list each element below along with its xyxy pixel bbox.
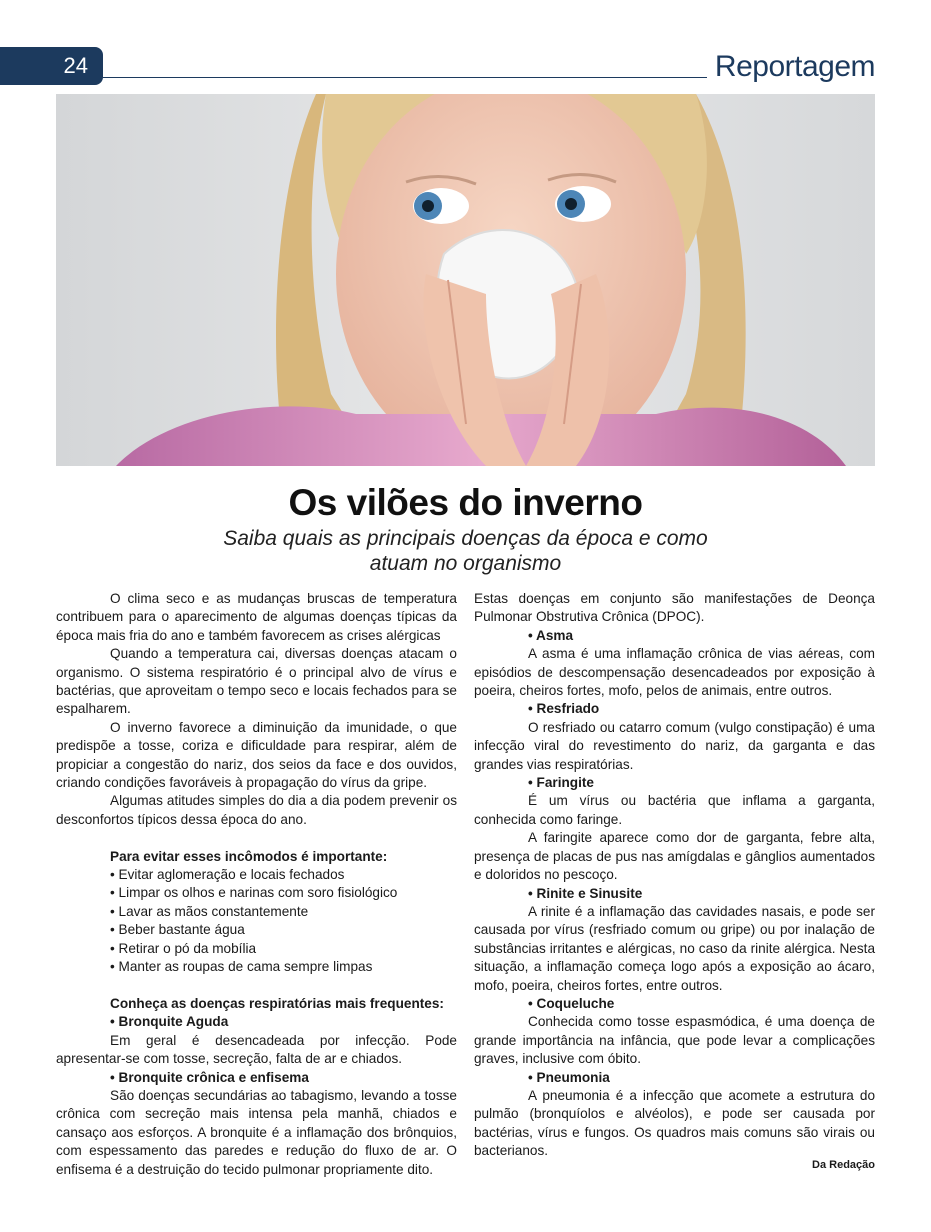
disease-title: • Bronquite Aguda bbox=[110, 1014, 229, 1030]
disease-description: É um vírus ou bactéria que inflama a garganta, conhecida como faringe. bbox=[474, 793, 875, 827]
article-title: Os vilões do inverno bbox=[288, 482, 643, 523]
tips-heading: Para evitar esses incômodos é importante: bbox=[110, 848, 388, 864]
paragraph: Estas doenças em conjunto são manifestações de Deonça Pulmonar Obstrutiva Crônica (DPOC). bbox=[474, 591, 875, 625]
disease-description: Em geral é desencadeada por infecção. Pode apresentar-se com tosse, secreção, falta de ar e chiados. bbox=[56, 1032, 457, 1067]
header-divider bbox=[103, 77, 707, 78]
disease-description: São doenças secundárias ao tabagismo, levando a tosse crônica com secreção mais intensa pela manhã, chiados e cansaço aos esforços. A bronquite é a inflamação dos brônquios, com espessamento das paredes e redução do fluxo de ar. O enfisema é a destruição do tecido pulmonar propriamente dito. bbox=[56, 1087, 457, 1177]
disease-description: O resfriado ou catarro comum (vulgo constipação) é uma infecção viral do revestimento do nariz, da garganta e das grandes vias respiratórias. bbox=[474, 719, 875, 772]
girl-blowing-nose-photo bbox=[56, 94, 875, 466]
disease-description: A faringite aparece como dor de garganta, febre alta, presença de placas de pus nas amígdalas e gânglios aumentados e doloridos no pescoço. bbox=[474, 830, 875, 883]
tip-item: • Evitar aglomeração e locais fechados bbox=[110, 867, 345, 883]
disease-title: • Bronquite crônica e enfisema bbox=[110, 1069, 309, 1085]
tip-item: • Limpar os olhos e narinas com soro fisiológico bbox=[110, 885, 398, 901]
tip-item: • Beber bastante água bbox=[110, 922, 245, 938]
byline: Da Redação bbox=[812, 1159, 875, 1171]
disease-title: • Rinite e Sinusite bbox=[528, 885, 643, 901]
disease-description: A rinite é a inflamação das cavidades nasais, e pode ser causada por vírus (resfriado comum ou gripe) ou por inalação de substâncias irritantes e alérgicas, no caso da rinite alérgica. Nesta situação, a inflamação começa logo após a exposição ao ácaro, mofo, poeira, cheiros fortes, entre outros. bbox=[474, 903, 875, 993]
disease-description: A asma é uma inflamação crônica de vias aéreas, com episódios de descompensação desencadeados por exposição à poeira, cheiros fortes, mofo, pelos de animais, entre outros. bbox=[474, 646, 875, 699]
paragraph: O inverno favorece a diminuição da imunidade, o que predispõe a tosse, coriza e dificuldade para respirar, além de propiciar a congestão do nariz, dos seios da face e dos ouvidos, criando condições favoráveis à propagação do vírus da gripe. bbox=[56, 719, 457, 791]
diseases-heading: Conheça as doenças respiratórias mais frequentes: bbox=[110, 995, 444, 1011]
disease-description: A pneumonia é a infecção que acomete a estrutura do pulmão (bronquíolos e alvéolos), e pode ser causada por bactérias, vírus e fungos. Os quadros mais comuns são virais ou bacterianos. bbox=[474, 1087, 875, 1159]
article-subtitle bbox=[200, 526, 731, 576]
disease-title: • Resfriado bbox=[528, 701, 600, 717]
right-column bbox=[474, 590, 875, 1161]
page-number: 24 bbox=[63, 53, 88, 78]
disease-title: • Asma bbox=[528, 627, 574, 643]
paragraph: Algumas atitudes simples do dia a dia podem prevenir os desconfortos típicos dessa época do ano. bbox=[56, 793, 457, 827]
subtitle-line-2: atuam no organismo bbox=[369, 552, 562, 575]
subtitle-line-1: Saiba quais as principais doenças da época e como bbox=[223, 527, 708, 550]
disease-title: • Pneumonia bbox=[528, 1069, 610, 1085]
section-title: Reportagem bbox=[714, 50, 875, 83]
tip-item: • Manter as roupas de cama sempre limpas bbox=[110, 959, 373, 975]
paragraph: Quando a temperatura cai, diversas doenças atacam o organismo. O sistema respiratório é o principal alvo de vírus e bactérias, que aproveitam o tempo seco e locais fechados para se espalharem. bbox=[56, 646, 457, 717]
disease-title: • Faringite bbox=[528, 775, 594, 791]
tip-item: • Retirar o pó da mobília bbox=[110, 940, 257, 956]
paragraph: O clima seco e as mudanças bruscas de temperatura contribuem para o aparecimento de algumas doenças típicas da época mais fria do ano e também favorecem as crises alérgicas bbox=[56, 591, 457, 643]
tip-item: • Lavar as mãos constantemente bbox=[110, 903, 309, 919]
left-column bbox=[56, 590, 457, 1179]
disease-title: • Coqueluche bbox=[528, 995, 615, 1011]
disease-description: Conhecida como tosse espasmódica, é uma doença de grande importância na infância, que pode levar a complicações graves, inclusive com óbito. bbox=[474, 1014, 875, 1067]
